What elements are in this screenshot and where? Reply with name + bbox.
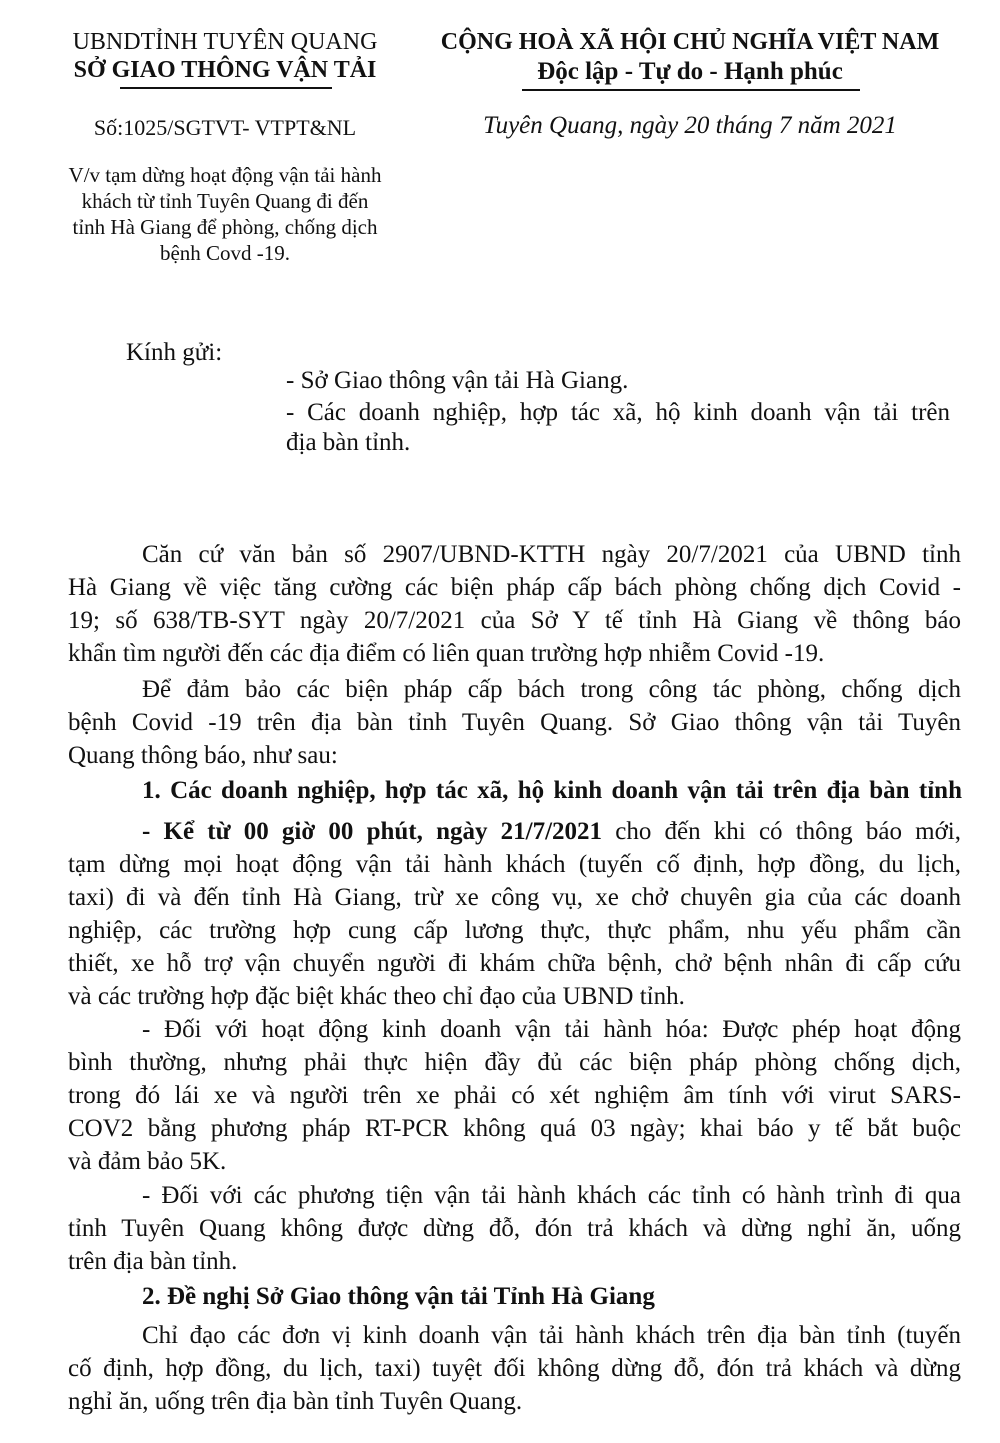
- section-heading-2: 2. Đề nghị Sở Giao thông vận tải Tỉnh Hà Giang: [142, 1283, 655, 1310]
- salutation: Kính gửi:: [126, 339, 223, 366]
- paragraph-line: và các trường hợp đặc biệt khác theo chỉ đạo của UBND tỉnh.: [68, 983, 685, 1010]
- recipient-line: - Các doanh nghiệp, hợp tác xã, hộ kinh doanh vận tải trên: [286, 399, 950, 426]
- paragraph-line: trong đó lái xe và người trên xe phải có xét nghiệm âm tính với virut SARS-: [68, 1082, 961, 1109]
- paragraph-line: 19; số 638/TB-SYT ngày 20/7/2021 của Sở Y tế tỉnh Hà Giang về thông báo: [68, 607, 961, 634]
- place-date: Tuyên Quang, ngày 20 tháng 7 năm 2021: [483, 112, 897, 139]
- paragraph-line: trên địa bàn tỉnh.: [68, 1248, 238, 1275]
- recipient-item: [286, 398, 950, 428]
- paragraph-line: bình thường, nhưng phải thực hiện đầy đủ các biện pháp phòng chống dịch,: [68, 1049, 961, 1076]
- paragraph-line: [68, 815, 961, 848]
- motto-underline: [522, 89, 860, 91]
- paragraph-line: Chỉ đạo các đơn vị kinh doanh vận tải hành khách trên địa bàn tỉnh (tuyến: [142, 1322, 961, 1349]
- recipient-item: - Sở Giao thông vận tải Hà Giang.: [286, 367, 629, 394]
- paragraph-line: COV2 bằng phương pháp RT-PCR không quá 03 ngày; khai báo y tế bắt buộc: [68, 1115, 961, 1142]
- document-number: Số:1025/SGTVT- VTPT&NL: [93, 115, 357, 140]
- paragraph-line: nghỉ ăn, uống trên địa bàn tỉnh Tuyên Quang.: [68, 1388, 523, 1415]
- paragraph-line: - Đối với hoạt động kinh doanh vận tải hành hóa: Được phép hoạt động: [142, 1016, 961, 1043]
- paragraph-line: thiết, xe hỗ trợ vận chuyển người đi khám chữa bệnh, chở bệnh nhân đi cấp cứu: [68, 950, 961, 977]
- country-name: CỘNG HOÀ XÃ HỘI CHỦ NGHĨA VIỆT NAM: [440, 29, 940, 55]
- effective-time: - Kể từ 00 giờ 00 phút, ngày 21/7/2021: [142, 818, 603, 845]
- subject-line: tỉnh Hà Giang để phòng, chống dịch: [72, 215, 378, 239]
- paragraph-line: tỉnh Tuyên Quang không được dừng đỗ, đón trả khách và dừng nghỉ ăn, uống: [68, 1215, 961, 1242]
- paragraph-line: Căn cứ văn bản số 2907/UBND-KTTH ngày 20/7/2021 của UBND tỉnh: [142, 541, 961, 568]
- effective-time-rest: cho đến khi có thông báo mới,: [602, 818, 961, 845]
- subject-line: bệnh Covd -19.: [159, 241, 291, 265]
- agency-parent: UBNDTỈNH TUYÊN QUANG: [72, 29, 378, 55]
- paragraph-line: cố định, hợp đồng, du lịch, taxi) tuyệt đối không dừng đỗ, đón trả khách và dừng: [68, 1355, 961, 1382]
- section-heading-1: 1. Các doanh nghiệp, hợp tác xã, hộ kinh doanh vận tải trên địa bàn tỉnh: [142, 777, 962, 804]
- paragraph-line: Quang thông báo, như sau:: [68, 742, 338, 769]
- paragraph-purpose: [68, 673, 961, 772]
- paragraph-line: taxi) đi và đến tỉnh Hà Giang, trừ xe công vụ, xe chở chuyên gia của các doanh: [68, 884, 961, 911]
- paragraph-line: - Đối với các phương tiện vận tải hành khách các tỉnh có hành trình đi qua: [142, 1182, 961, 1209]
- paragraph-legal-basis: [68, 538, 961, 670]
- paragraph-line: tạm dừng mọi hoạt động vận tải hành khách (tuyến cố định, hợp đồng, du lịch,: [68, 851, 961, 878]
- paragraph-line: và đảm bảo 5K.: [68, 1148, 227, 1175]
- paragraph-suspension: [68, 815, 961, 1013]
- paragraph-freight: [68, 1013, 961, 1178]
- subject-line: khách từ tỉnh Tuyên Quang đi đến: [81, 189, 369, 213]
- agency-underline: [120, 87, 332, 89]
- national-motto: Độc lập - Tự do - Hạnh phúc: [537, 58, 843, 85]
- document-subject: [40, 162, 410, 266]
- subject-line: V/v tạm dừng hoạt động vận tải hành: [68, 163, 382, 187]
- paragraph-request: [68, 1319, 961, 1418]
- agency-name: SỞ GIAO THÔNG VẬN TẢI: [73, 57, 377, 83]
- paragraph-transit: [68, 1179, 961, 1278]
- paragraph-line: Hà Giang về việc tăng cường các biện pháp cấp bách phòng chống dịch Covid -: [68, 574, 961, 601]
- paragraph-line: bệnh Covid -19 trên địa bàn tỉnh Tuyên Quang. Sở Giao thông vận tải Tuyên: [68, 709, 961, 736]
- paragraph-line: Để đảm bảo các biện pháp cấp bách trong công tác phòng, chống dịch: [142, 676, 961, 703]
- recipient-item-continued: địa bàn tỉnh.: [286, 429, 411, 456]
- paragraph-line: khẩn tìm người đến các địa điểm có liên quan trường hợp nhiễm Covid -19.: [68, 640, 825, 667]
- paragraph-line: nghiệp, các trường hợp cung cấp lương thực, thực phẩm, nhu yếu phẩm cần: [68, 917, 961, 944]
